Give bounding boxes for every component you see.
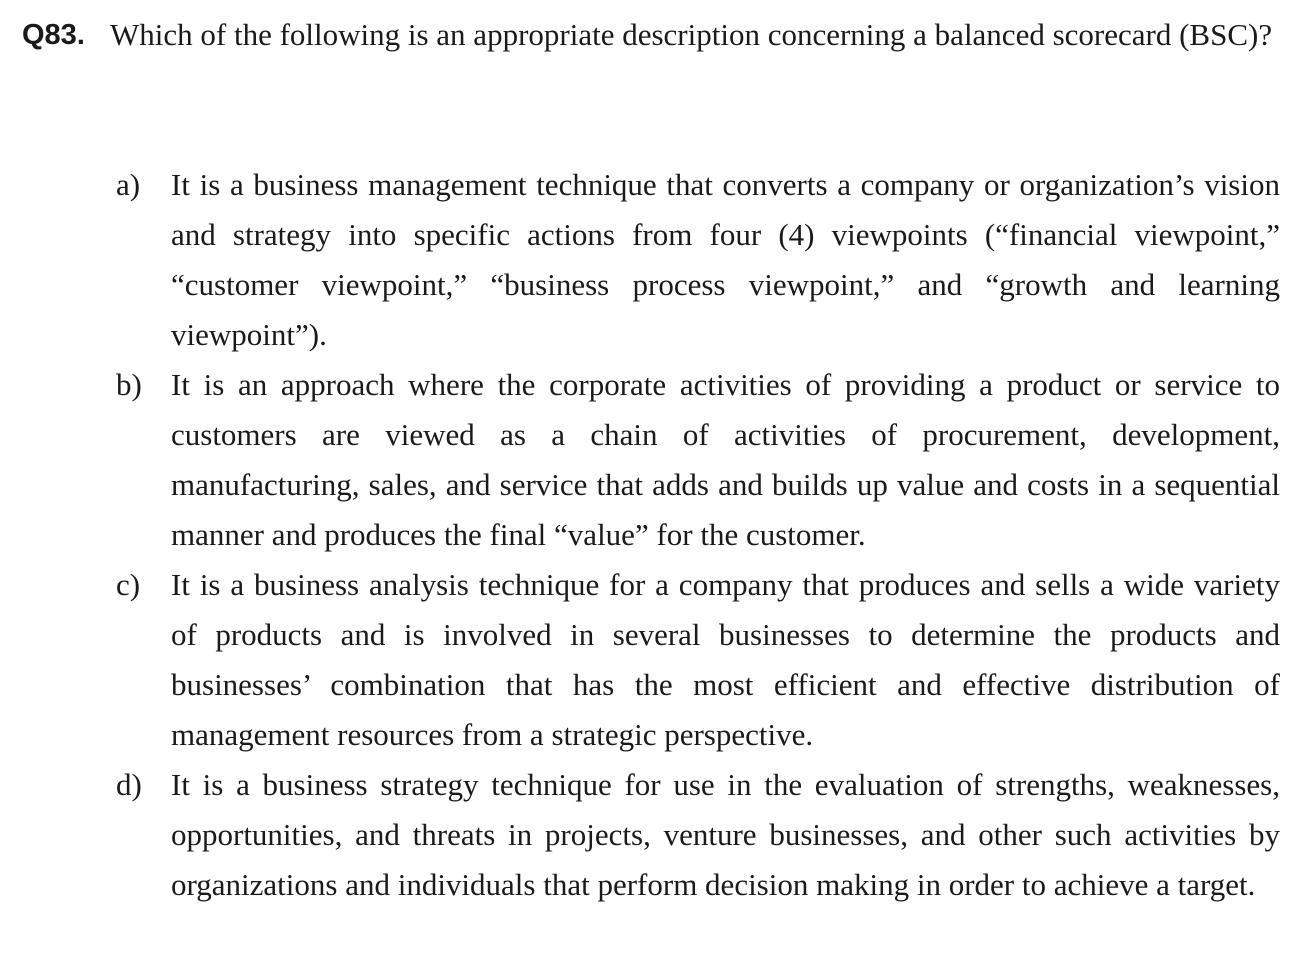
option-label: d) — [116, 767, 142, 802]
question-number: Q83. — [22, 19, 85, 51]
option-label: b) — [116, 367, 142, 402]
option-text: It is an approach where the corporate activities of providing a product or service to customers are viewed as a chain of activities of procurement, development, manufacturing, sales, and service that adds and builds up value and costs in a sequential manner and produces the final “value” for the customer. — [171, 367, 1280, 552]
option-c[interactable] — [116, 560, 1280, 760]
option-label: a) — [116, 167, 141, 202]
question-block — [22, 10, 1280, 60]
option-text: It is a business management technique that converts a company or organization’s vision and strategy into specific actions from four (4) viewpoints (“financial viewpoint,” “customer viewpoint,” “business process viewpoint,” and “growth and learning viewpoint”). — [171, 167, 1280, 352]
option-label: c) — [116, 567, 141, 602]
option-text: It is a business analysis technique for a company that produces and sells a wide variety of products and is involved in several businesses to determine the products and businesses’ combination that has the most efficient and effective distribution of management resources from a strategic perspective. — [171, 567, 1280, 752]
option-d[interactable] — [116, 760, 1280, 910]
option-text: It is a business strategy technique for use in the evaluation of strengths, weaknesses, opportunities, and threats in projects, venture businesses, and other such activities by organizations and individuals that perform decision making in order to achieve a target. — [171, 767, 1280, 902]
option-a[interactable] — [116, 160, 1280, 360]
option-b[interactable] — [116, 360, 1280, 560]
question-text: Which of the following is an appropriate description concerning a balanced scorecard (BSC)? — [110, 17, 1273, 52]
answer-options — [116, 160, 1280, 910]
